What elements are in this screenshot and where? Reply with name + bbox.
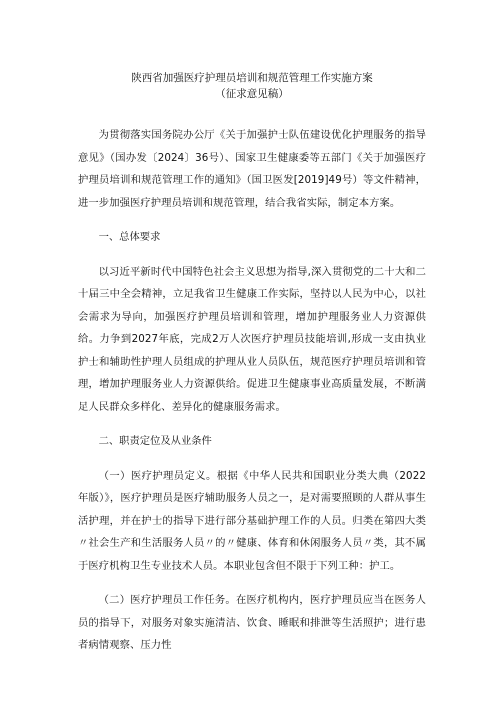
section-2-item-2: （二）医疗护理员工作任务。在医疗机构内，医疗护理员应当在医务人员的指导下，对服务对象实施清洁、饮食、睡眠和排泄等生活照护；进行患者病情观察、压力性	[78, 594, 426, 651]
section-2-heading: 二、职责定位及从业条件	[98, 435, 212, 447]
document-subtitle: （征求意见稿）	[215, 88, 289, 100]
section-2-item-1: （一）医疗护理员定义。根据《中华人民共和国职业分类大典（2022年版）》，医疗护理员是医疗辅助服务人员之一，是对需要照顾的人群从事生活护理，并在护士的指导下进行部分基础护理工作的人员。归类在第四大类〃社会生产和生活服务人员〃的〃健康、体育和休闲服务人员〃类，其不属于医疗机构卫生专业技术人员。本职业包含但不限于下列工种：护工。	[78, 469, 426, 572]
document-title: 陕西省加强医疗护理员培训和规范管理工作实施方案	[131, 72, 373, 84]
intro-paragraph: 为贯彻落实国务院办公厅《关于加强护士队伍建设优化护理服务的指导意见》（国办发〔2024〕36号）、国家卫生健康委等五部门《关于加强医疗护理员培训和规范管理工作的通知》（国卫医发[2019]49号）等文件精神，进一步加强医疗护理员培训和规范管理，结合我省实际，制定本方案。	[78, 129, 426, 209]
section-1-paragraph: 以习近平新时代中国特色社会主义思想为指导,深入贯彻党的二十大和二十届三中全会精神，立足我省卫生健康工作实际，坚持以人民为中心，以社会需求为导向，加强医疗护理员培训和管理，增加护理服务业人力资源供给。力争到2027年底，完成2万人次医疗护理员技能培训,形成一支由执业护士和辅助性护理人员组成的护理从业人员队伍，规范医疗护理员培训和管理，增加护理服务业人力资源供给。促进卫生健康事业高质量发展，不断满足人民群众多样化、差异化的健康服务需求。	[78, 265, 426, 413]
section-1-heading: 一、总体要求	[98, 231, 161, 243]
